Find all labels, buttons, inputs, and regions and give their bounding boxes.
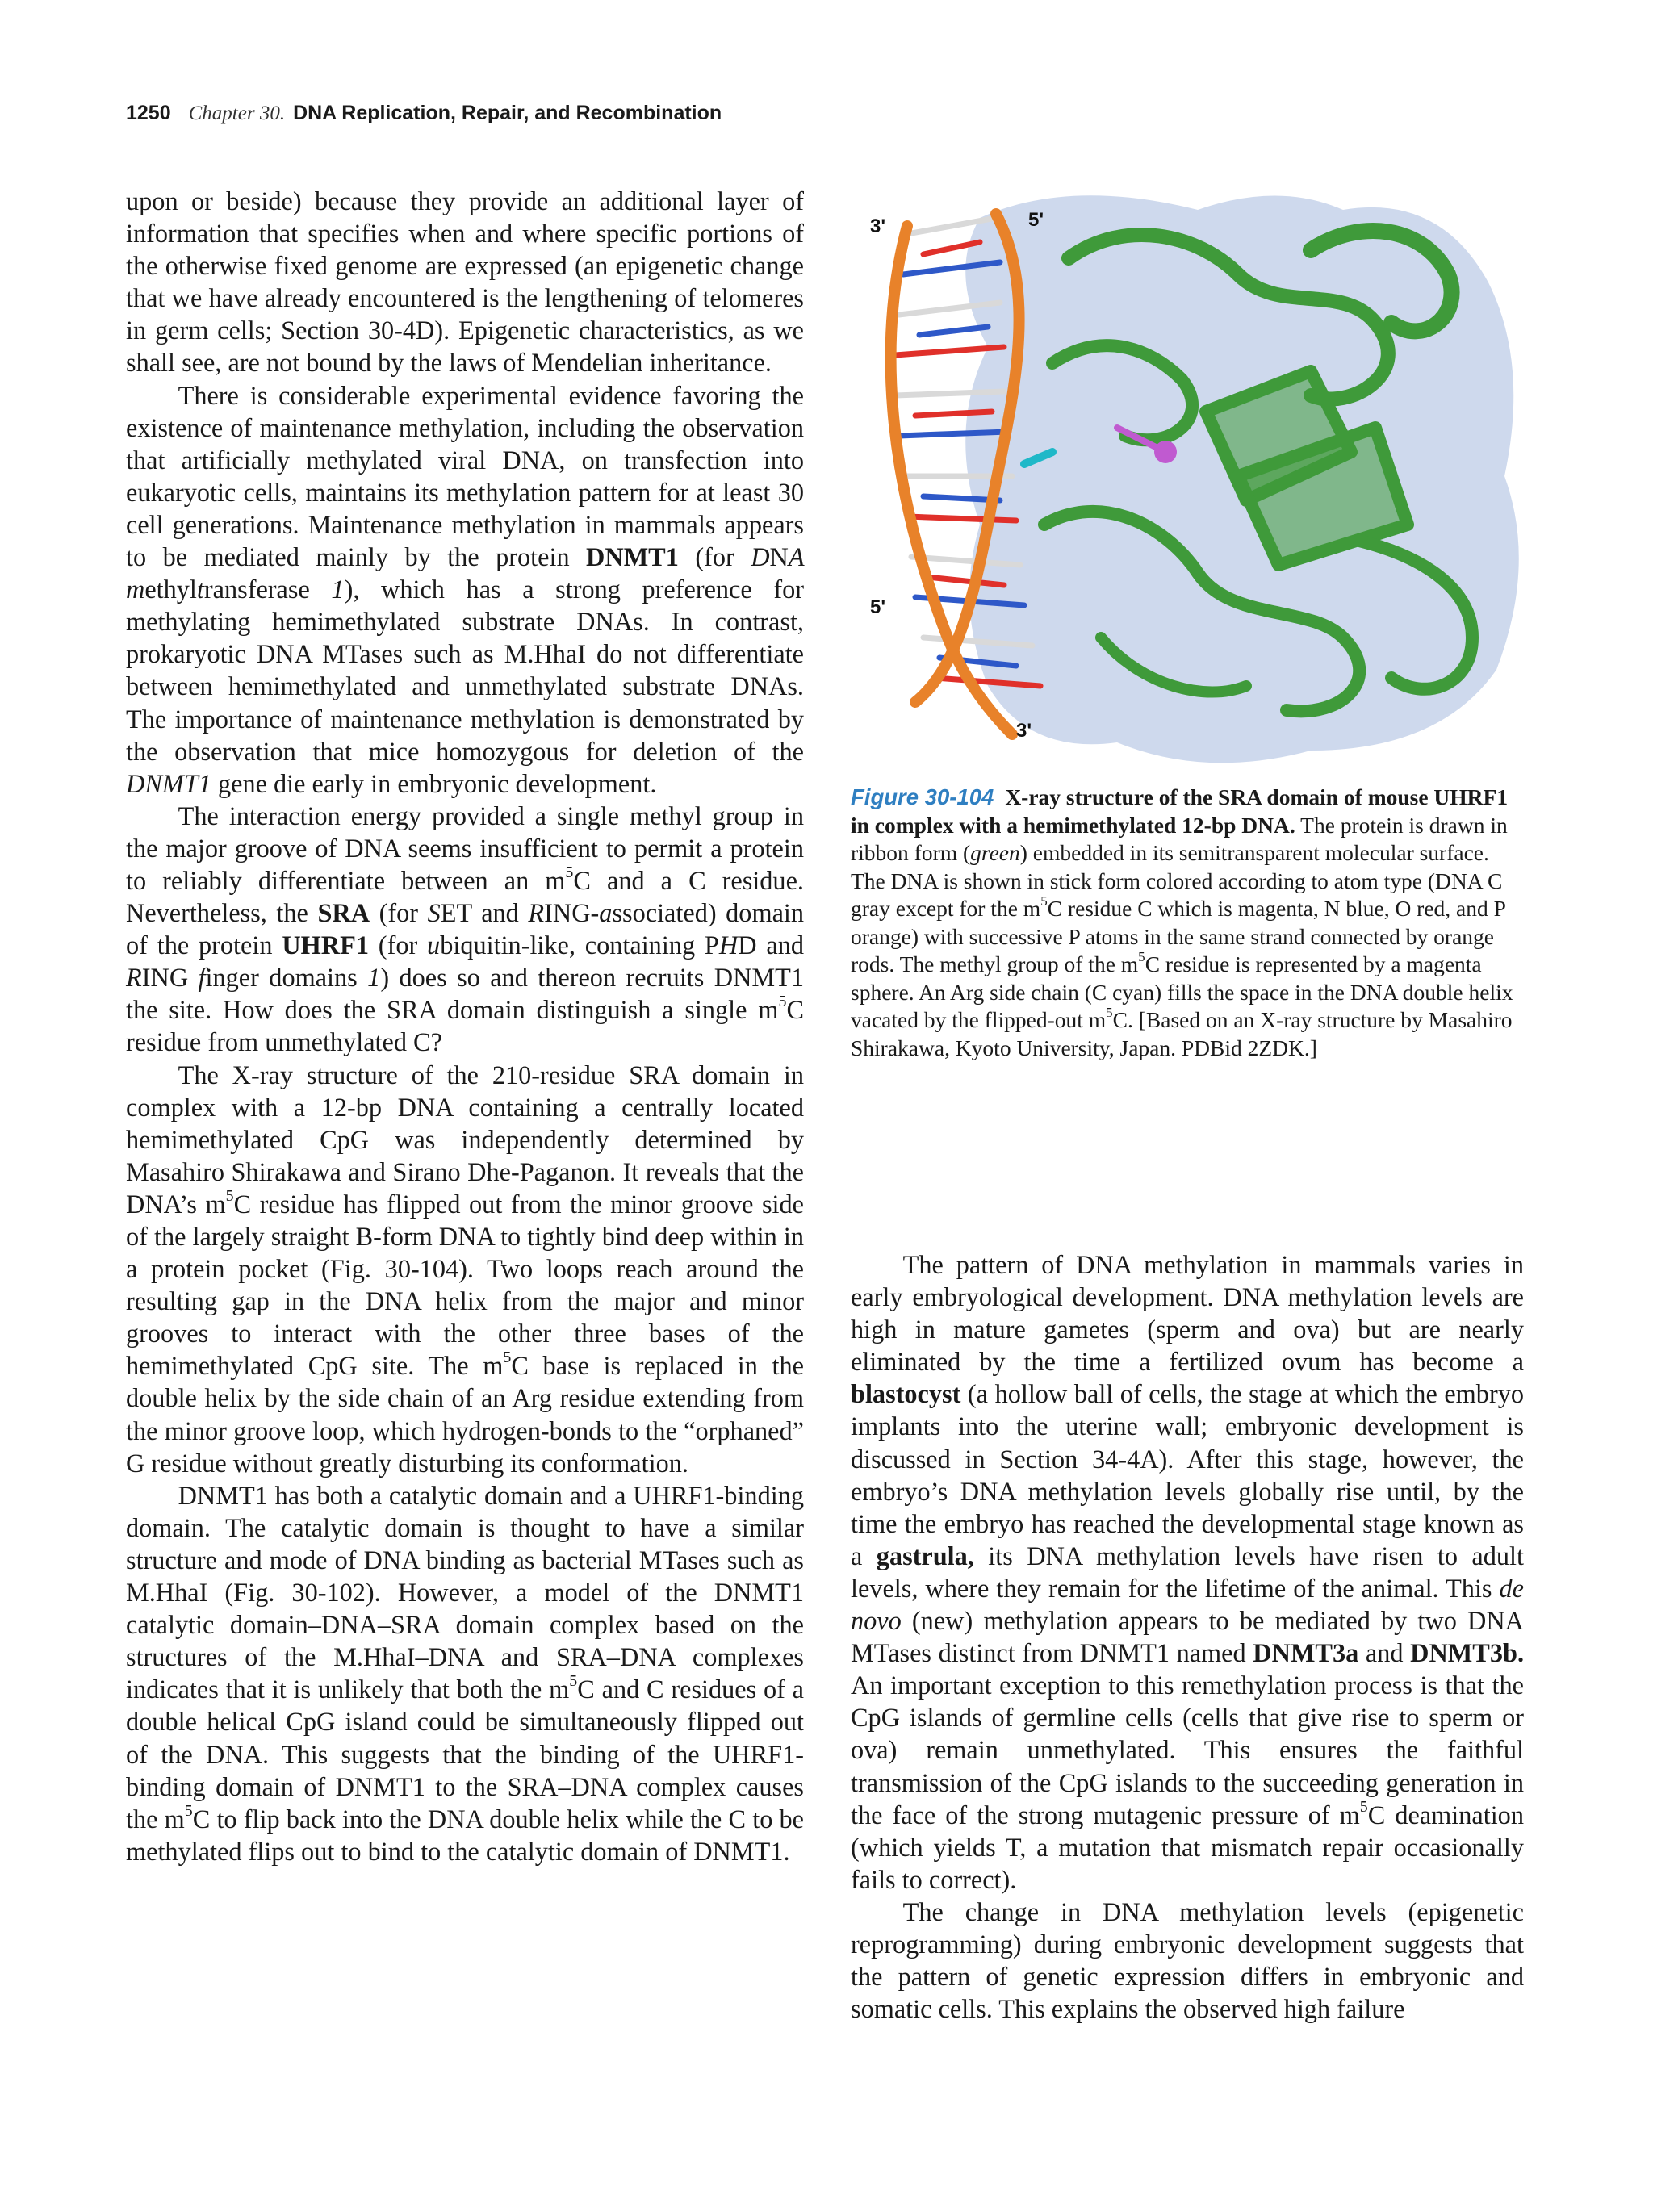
chapter-label: Chapter 30. xyxy=(188,102,286,124)
figure-label: Figure 30-104 xyxy=(851,784,994,809)
paragraph-2: There is considerable experimental evidence favoring the existence of maintenance methylation, including the observation that artificially methylated viral DNA, on transfection into eukaryotic cells, maintains its methylation pattern for at least 30 cell generations. Maintenance methylation in mammals appears to be mediated mainly by the protein DNMT1 (for DNA methyltransferase 1), which has a strong preference for methylating hemimethylated substrate DNAs. In contrast, prokaryotic DNA MTases such as M.HhaI do not differentiate between hemimethylated and unmethylated substrate DNAs. The importance of maintenance methylation is demonstrated by the observation that mice homozygous for deletion of the DNMT1 gene die early in embryonic development. xyxy=(126,380,805,798)
figure-title: X-ray structure of the SRA domain of mouse UHRF1 in complex with a hemimethylated 12-bp DNA. xyxy=(851,784,1509,838)
running-header xyxy=(126,102,722,125)
left-column xyxy=(126,185,804,1867)
section-title: DNA Replication, Repair, and Recombination xyxy=(293,102,722,124)
label-5prime-bottom: 5' xyxy=(870,596,886,618)
paragraph-7: The change in DNA methylation levels (epigenetic reprogramming) during embryonic development suggests that the pattern of genetic expression differs in embryonic and somatic cells. This explains the observed high failure xyxy=(851,1896,1524,2024)
label-5prime-top: 5' xyxy=(1028,209,1044,231)
sra-dna-structure-illustration xyxy=(859,186,1537,779)
figure-caption: Figure 30-104 X-ray structure of the SRA domain of mouse UHRF1 in complex with a hemimethylated 12-bp DNA. The protein is drawn in ribbon form (green) embedded in its semitransparent molecular surface. The DNA is shown in stick form colored according to atom type (DNA C gray except for the $m^5C$ residue C which is magenta, N blue, O red, and P orange) with successive P atoms in the same strand connected by orange rods. The methyl group of the $m^5C$ residue is represented by a magenta sphere. An Arg side chain (C cyan) fills the space in the DNA double helix vacated by the flipped-out $m^5C$. [Based on an X-ray structure by Masahiro Shirakawa, Kyoto University, Japan. PDBid 2ZDK.] xyxy=(851,784,1513,1060)
label-3prime-top: 3' xyxy=(870,215,886,237)
paragraph-3: The interaction energy provided a single methyl group in the major groove of DNA seems insufficient to permit a protein to reliably differentiate between an $m^5C$ and a C residue. Nevertheless, the SRA (for SET and RING-associated) domain of the protein UHRF1 (for ubiquitin-like, containing PHD and RING finger domains 1) does so and thereon recruits DNMT1 the site. How does the SRA domain distinguish a single $m^5C$ residue from unmethylated C? xyxy=(126,801,805,1057)
paragraph-4: The X-ray structure of the 210-residue SRA domain in complex with a 12-bp DNA containing a centrally located hemimethylated CpG was independently determined by Masahiro Shirakawa and Sirano Dhe-Paganon. It reveals that the DNA’s $m^5C$ residue has flipped out from the minor groove side of the largely straight B-form DNA to tightly bind deep within in a protein pocket (Fig. 30-104). Two loops reach around the resulting gap in the DNA helix from the major and minor grooves to interact with the other three bases of the hemimethylated CpG site. The $m^5C$ base is replaced in the double helix by the side chain of an Arg residue extending from the minor groove loop, which hydrogen-bonds to the “orphaned” G residue without greatly disturbing its conformation. xyxy=(126,1060,804,1478)
paragraph-6: The pattern of DNA methylation in mammals varies in early embryological development. DNA methylation levels are high in mature gametes (sperm and ova) but are nearly eliminated by the time a fertilized ovum has become a blastocyst (a hollow ball of cells, the stage at which the embryo implants into the uterine wall; embryonic development is discussed in Section 34-4A). After this stage, however, the embryo’s DNA methylation levels globally rise until, by the time the embryo has reached the developmental stage known as a gastrula, its DNA methylation levels have risen to adult levels, where they remain for the lifetime of the animal. This de novo (new) methylation appears to be mediated by two DNA MTases distinct from DNMT1 named DNMT3a and DNMT3b. An important exception to this remethylation process is that the CpG islands of germline cells (cells that give rise to sperm or ova) remain unmethylated. This ensures the faithful transmission of the CpG islands to the succeeding generation in the face of the strong mutagenic pressure of $m^5C$ deamination (which yields T, a mutation that mismatch repair occasionally fails to correct). xyxy=(851,1250,1525,1894)
figure-30-104-image xyxy=(859,186,1537,779)
paragraph-5: DNMT1 has both a catalytic domain and a UHRF1-binding domain. The catalytic domain is thought to have a similar structure and mode of DNA binding as bacterial MTases such as M.HhaI (Fig. 30-102). However, a model of the DNMT1 catalytic domain–DNA–SRA domain complex based on the structures of the M.HhaI–DNA and SRA–DNA complexes indicates that it is unlikely that both the $m^5C$ and C residues of a double helical CpG island could be simultaneously flipped out of the DNA. This suggests that the binding of the UHRF1-binding domain of DNMT1 to the SRA–DNA complex causes the $m^5C$ to flip back into the DNA double helix while the C to be methylated flips out to bind to the catalytic domain of DNMT1. xyxy=(126,1480,805,1866)
right-column xyxy=(851,1248,1524,2025)
label-3prime-bottom: 3' xyxy=(1016,720,1032,742)
paragraph-1: upon or beside) because they provide an additional layer of information that specifies when and where specific portions of the otherwise fixed genome are expressed (an epigenetic change that we have already encountered is the lengthening of telomeres in germ cells; Section 30-4D). Epigenetic characteristics, as we shall see, are not bound by the laws of Mendelian inheritance. xyxy=(126,186,804,378)
page-number: 1250 xyxy=(126,102,171,124)
methyl-sphere xyxy=(1154,441,1177,463)
